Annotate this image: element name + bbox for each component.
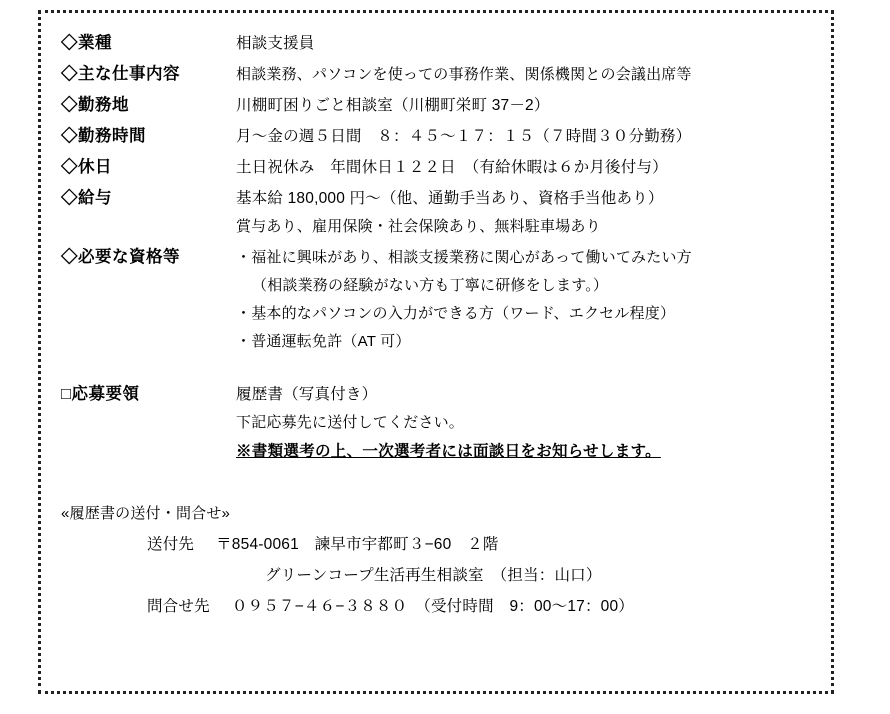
spacer — [61, 215, 236, 236]
spacer — [61, 439, 236, 461]
spacer — [61, 330, 236, 351]
application-row — [61, 380, 817, 404]
spacer — [61, 274, 236, 295]
entry-label: ◇必要な資格等 — [61, 248, 180, 266]
entry-value: 相談支援員 — [236, 35, 315, 52]
application-notice-row — [61, 439, 817, 461]
entry-label: ◇勤務地 — [61, 96, 129, 114]
entry-value: 土日祝休み 年間休日１２２日 （有給休暇は６か月後付与） — [236, 159, 668, 176]
dotted-border-frame — [38, 10, 834, 694]
section-gap — [61, 468, 817, 502]
entry-continuation-line: ・基本的なパソコンの入力ができる方（ワード、エクセル程度） — [236, 305, 676, 322]
entry-label: ◇主な仕事内容 — [61, 65, 180, 83]
entry-value: 相談業務、パソコンを使っての事務作業、関係機関との会議出席等 — [236, 66, 692, 83]
application-notice: ※書類選考の上、一次選考者には面談日をお知らせします。 — [236, 443, 661, 460]
contact-label: 送付先 — [147, 536, 195, 553]
contact-value: グリーンコープ生活再生相談室 （担当：山口） — [265, 567, 602, 584]
entry-continuation-row — [61, 274, 817, 295]
contact-row — [61, 532, 817, 554]
entry-label: ◇勤務時間 — [61, 127, 146, 145]
entry-label: ◇休日 — [61, 158, 112, 176]
entry-continuation-line: 賞与あり、雇用保険・社会保険あり、無料駐車場あり — [236, 218, 601, 235]
entry-row — [61, 60, 817, 84]
application-value: 履歴書（写真付き） — [236, 386, 378, 403]
entry-row — [61, 153, 817, 177]
entry-continuation-row — [61, 330, 817, 351]
contact-heading: «履歴書の送付・問合せ» — [61, 505, 231, 522]
entry-label: ◇給与 — [61, 189, 112, 207]
entry-value: ・福祉に興味があり、相談支援業務に関心があって働いてみたい方 — [236, 249, 692, 266]
contact-value: ０９５７−４６−３８８０ （受付時間 9：00〜17：00） — [231, 598, 635, 615]
entry-value: 川棚町困りごと相談室（川棚町栄町 37－2） — [236, 97, 550, 114]
entry-row — [61, 184, 817, 208]
entry-row — [61, 122, 817, 146]
entry-continuation-row — [61, 302, 817, 323]
entry-value: 月〜金の週５日間 ８：４５〜１７：１５（７時間３０分勤務） — [236, 128, 692, 145]
entry-continuation-line: ・普通運転免許（AT 可） — [236, 333, 411, 350]
spacer — [61, 302, 236, 323]
application-label: □応募要領 — [61, 385, 140, 403]
entry-value: 基本給 180,000 円〜（他、通勤手当あり、資格手当他あり） — [236, 190, 664, 207]
application-continuation-row — [61, 411, 817, 432]
entry-row — [61, 91, 817, 115]
entry-row — [61, 243, 817, 267]
entry-continuation-line: （相談業務の経験がない方も丁寧に研修をします。） — [252, 277, 609, 294]
entry-row — [61, 29, 817, 53]
entry-label: ◇業種 — [61, 34, 112, 52]
document-content — [61, 29, 817, 625]
entry-continuation-row — [61, 215, 817, 236]
spacer — [61, 411, 236, 432]
contact-row — [61, 563, 817, 585]
section-gap — [61, 358, 817, 380]
contact-label: 問合せ先 — [147, 598, 210, 615]
contact-row — [61, 594, 817, 616]
contact-value: 〒854-0061 諫早市宇都町３−60 ２階 — [216, 536, 499, 553]
application-line: 下記応募先に送付してください。 — [236, 414, 465, 431]
